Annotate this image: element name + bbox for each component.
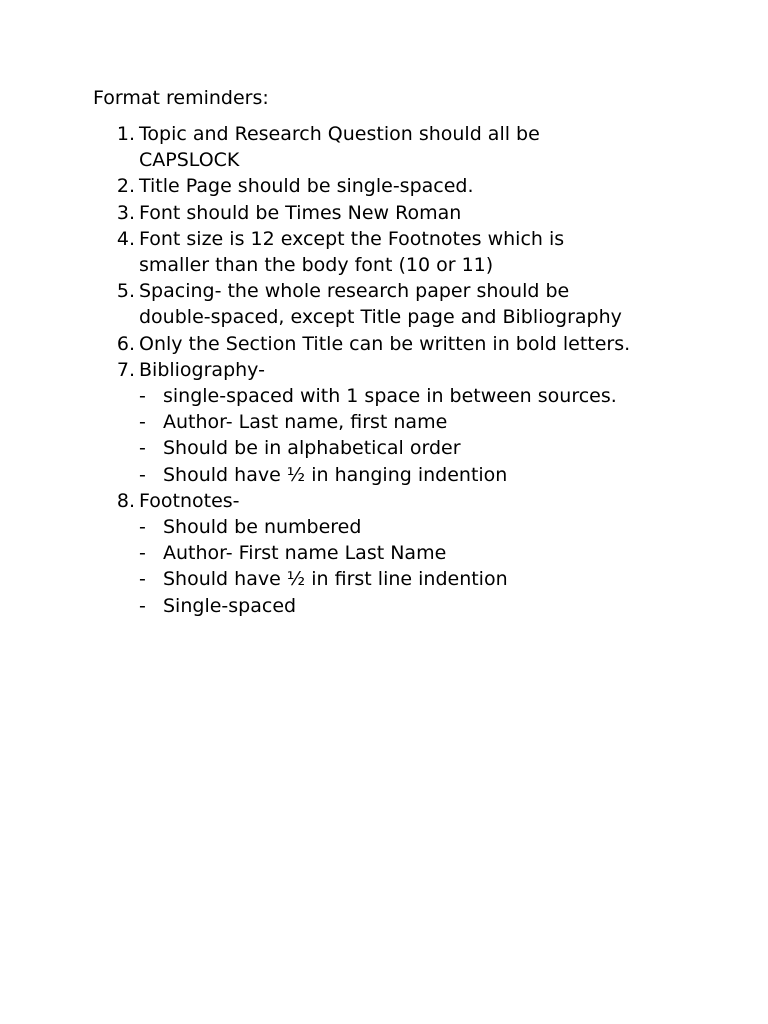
sub-list-item: [0, 540, 768, 566]
list-item-text: Title Page should be single-spaced.: [139, 175, 474, 198]
list-item-text: Bibliography-: [139, 358, 265, 381]
list-number: 8.: [116, 489, 135, 512]
sub-list-item: [0, 435, 768, 461]
dash-bullet: -: [139, 411, 146, 434]
list-item-text: smaller than the body font (10 or 11): [139, 254, 494, 277]
sub-list-item: [0, 409, 768, 435]
list-number: 1.: [116, 123, 135, 145]
sub-list-item-text: Author- First name Last Name: [163, 542, 447, 565]
list-item-text: double-spaced, except Title page and Bibliography: [139, 306, 622, 329]
sub-list-item-text: Author- Last name, first name: [163, 411, 448, 434]
list-item-6: [0, 331, 699, 357]
sub-list-item-text: Should be numbered: [163, 516, 362, 539]
list-number: 5.: [116, 280, 135, 303]
list-item-text: Spacing- the whole research paper should be: [139, 280, 570, 303]
dash-bullet: -: [139, 516, 146, 539]
dash-bullet: -: [139, 568, 146, 591]
list-number: 4.: [116, 227, 135, 250]
list-item-text: Font size is 12 except the Footnotes which is: [139, 227, 565, 250]
list-item-text: Topic and Research Question should all be: [139, 123, 540, 145]
list-item-text: Footnotes-: [139, 489, 240, 512]
sub-list-item: [0, 566, 768, 592]
sub-list-item: [0, 462, 768, 488]
sub-list-item-text: Single-spaced: [163, 594, 297, 617]
dash-bullet: -: [139, 385, 146, 408]
sub-list-item: [0, 514, 768, 540]
sub-list-item-text: Should be in alphabetical order: [163, 437, 461, 460]
list-item-3: [0, 200, 699, 226]
dash-bullet: -: [139, 542, 146, 565]
list-item-5: [0, 278, 699, 330]
dash-bullet: -: [139, 463, 146, 486]
list-item-4: [0, 226, 699, 278]
list-number: 3.: [116, 201, 135, 224]
dash-bullet: -: [139, 594, 146, 617]
list-item-text: Font should be Times New Roman: [139, 201, 462, 224]
dash-bullet: -: [139, 437, 146, 460]
sub-list-item: [0, 383, 768, 409]
list-number: 7.: [116, 358, 135, 381]
list-item-text: Only the Section Title can be written in bold letters.: [139, 332, 631, 355]
sub-list-item-text: Should have ½ in first line indention: [163, 568, 508, 591]
list-item-8: [0, 488, 699, 514]
list-item-1: [0, 121, 699, 173]
sub-list-item-text: Should have ½ in hanging indention: [163, 463, 508, 486]
reminders-list: [0, 121, 768, 619]
list-number: 2.: [116, 175, 135, 198]
sub-list-item-text: single-spaced with 1 space in between sources.: [163, 385, 617, 408]
list-item-7: [0, 357, 699, 383]
document-heading: Format reminders:: [93, 87, 269, 109]
list-item-text: CAPSLOCK: [139, 149, 240, 172]
list-number: 6.: [116, 332, 135, 355]
sub-list-item: [0, 593, 768, 619]
list-item-2: [0, 173, 699, 199]
